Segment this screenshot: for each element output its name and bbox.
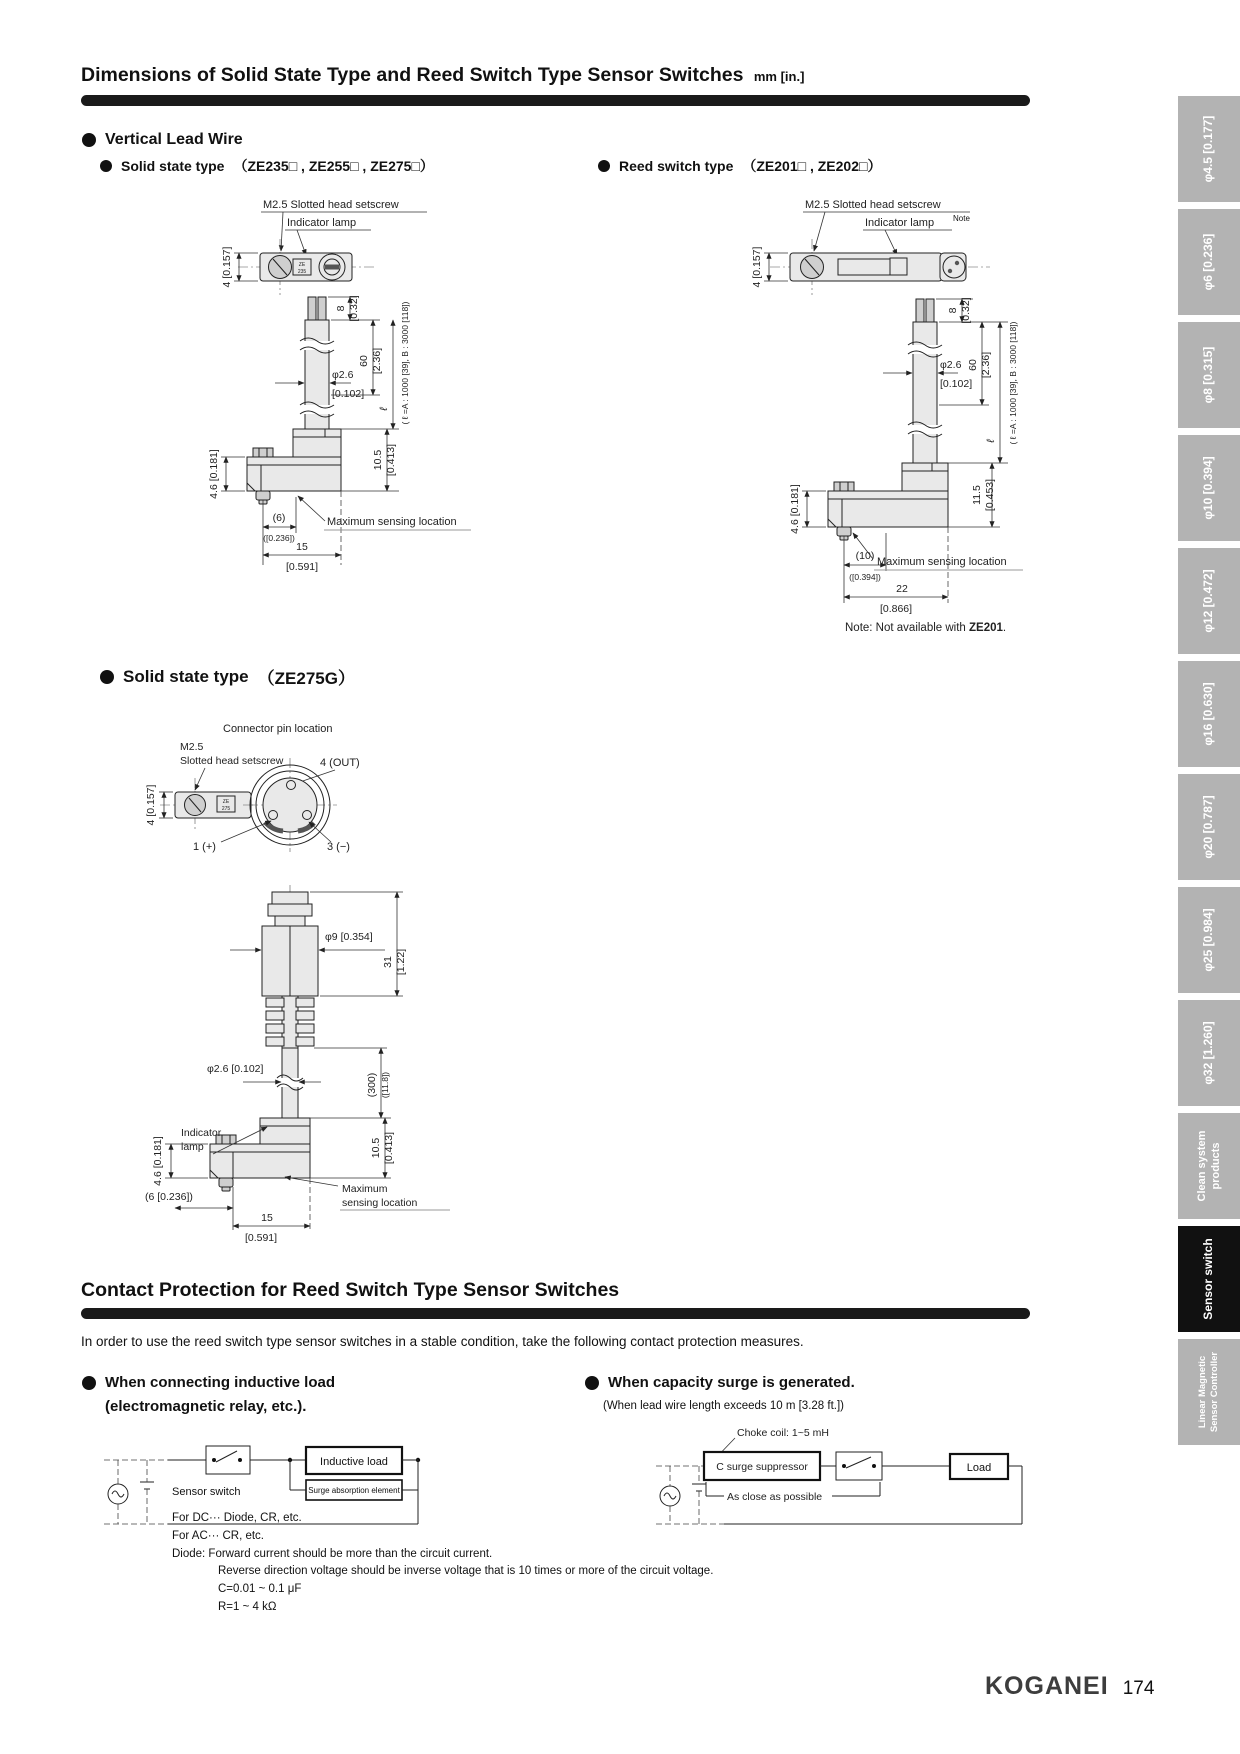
surge-heading-text: When capacity surge is generated. <box>608 1374 855 1391</box>
dim-base-height: 4.6 [0.181] <box>208 449 220 499</box>
dim-base-height: 4.6 [0.181] <box>152 1136 164 1186</box>
page-title <box>81 64 804 87</box>
choke-coil-label: Choke coil: 1~5 mH <box>737 1427 829 1439</box>
page-title-unit: mm [in.] <box>753 69 805 84</box>
dim-15-in: [0.591] <box>244 1232 278 1244</box>
dim-body-height-in: [0.413] <box>383 1131 395 1165</box>
note-line: R=1 ~ 4 kΩ <box>218 1601 277 1614</box>
dim-body-height-in: [0.413] <box>385 443 397 477</box>
pin-out-label: 4 (OUT) <box>320 757 360 769</box>
bullet-icon <box>585 1376 599 1390</box>
bullet-icon <box>100 160 112 172</box>
dim-height: 4 [0.157] <box>145 784 157 826</box>
as-close-label: As close as possible <box>727 1491 823 1503</box>
dim-height: 4 [0.157] <box>221 246 233 288</box>
page-number: 174 <box>1122 1678 1155 1699</box>
dim-wire-dia-in: [0.102] <box>332 388 365 400</box>
max-sensing-label: Maximum sensing location <box>327 516 457 528</box>
dim-strip-in: [0.32] <box>348 295 360 322</box>
indicator-note-superscript: Note <box>953 214 970 223</box>
subsection-solid-state <box>100 156 434 176</box>
sidebar-tab-clean-system[interactable] <box>1178 1113 1240 1219</box>
tab-label: φ20 [0.787] <box>1201 795 1216 859</box>
sensor-base <box>210 1144 310 1178</box>
dim-15-in: [0.591] <box>285 561 319 573</box>
indicator-lamp-label: Indicator lamp <box>865 217 935 229</box>
dim-length-symbol: ℓ <box>985 439 997 443</box>
dim-31-in: [1.22] <box>395 948 407 976</box>
subsection-heading: Solid state type <box>121 158 225 174</box>
title-rule <box>81 95 1030 106</box>
pin-minus-label: 3 (−) <box>327 841 350 853</box>
tab-label: products <box>1210 1142 1222 1190</box>
protection-notes <box>172 1510 892 1617</box>
section-heading: Vertical Lead Wire <box>105 131 243 148</box>
sensor-switch-label: Sensor switch <box>172 1486 241 1498</box>
body-marking: ZE <box>222 799 230 805</box>
reed-note <box>845 622 1006 634</box>
note-line: For AC··· CR, etc. <box>172 1529 265 1542</box>
dim-22-in: [0.866] <box>879 603 913 615</box>
dim-10: (10) <box>855 550 875 562</box>
page-footer <box>985 1672 1154 1701</box>
dim-6: (6 [0.236]) <box>145 1191 193 1203</box>
dim-strip: 8 <box>947 307 959 314</box>
dim-wire-dia: φ2.6 <box>332 369 354 381</box>
sidebar-tab-phi25[interactable] <box>1178 887 1240 993</box>
diagram-reed-switch-vertical <box>640 193 1040 628</box>
surge-element-label: Surge absorption element <box>308 1486 400 1495</box>
dim-300-in: ([11.8]) <box>380 1071 390 1099</box>
bullet-icon <box>82 133 96 147</box>
tab-label: φ8 [0.315] <box>1201 346 1216 404</box>
dim-60-in: [2.36] <box>980 351 992 379</box>
dim-wire-dia-in: [0.102] <box>940 378 973 390</box>
inductive-heading <box>82 1374 335 1391</box>
tab-label: Clean system <box>1195 1130 1208 1202</box>
diagram-solid-state-vertical <box>135 193 475 613</box>
sidebar-tab-phi4-5[interactable] <box>1178 96 1240 202</box>
bullet-icon <box>100 670 114 684</box>
dim-strip: 8 <box>335 305 347 312</box>
mounting-screw <box>834 482 854 491</box>
contact-intro: In order to use the reed switch type sensor switches in a stable condition, take the following contact protection measures. <box>81 1334 804 1349</box>
sidebar-tab-phi12[interactable] <box>1178 548 1240 654</box>
page-title-text: Dimensions of Solid State Type and Reed Switch Type Sensor Switches <box>81 64 744 86</box>
dim-300: (300) <box>366 1072 378 1098</box>
diagram-ze275g <box>135 700 455 1245</box>
sidebar-tabs <box>1178 96 1240 1445</box>
dim-60-in: [2.36] <box>371 347 383 375</box>
max-sensing-label: Maximum sensing location <box>877 556 1007 568</box>
sensor-body-side <box>260 1118 310 1144</box>
setscrew-label: M2.5 Slotted head setscrew <box>263 199 399 211</box>
model-list: （ZE275G） <box>257 669 355 688</box>
dim-wire-dia: φ2.6 <box>940 359 962 371</box>
setscrew-label-1: M2.5 <box>180 741 204 753</box>
note-line: C=0.01 ~ 0.1 μF <box>218 1583 302 1596</box>
note-line: For DC··· Diode, CR, etc. <box>172 1512 302 1524</box>
tab-label: φ32 [1.260] <box>1201 1021 1216 1085</box>
dim-15: 15 <box>261 1212 273 1224</box>
subsection-heading: Solid state type <box>123 666 249 686</box>
tab-label: φ12 [0.472] <box>1201 569 1216 633</box>
dim-60: 60 <box>358 355 370 367</box>
dim-height: 4 [0.157] <box>751 246 763 288</box>
note-model: ZE201 <box>969 622 1003 634</box>
tab-label: Sensor switch <box>1201 1238 1216 1320</box>
dim-22: 22 <box>896 583 908 595</box>
model-list: （ZE201□ , ZE202□） <box>742 158 882 174</box>
dim-10-in: ([0.394]) <box>849 572 881 582</box>
dim-6: (6) <box>272 512 286 524</box>
tab-label: φ10 [0.394] <box>1201 456 1216 520</box>
sensor-body-side <box>902 463 948 491</box>
dim-base-height: 4.6 [0.181] <box>789 484 801 534</box>
dim-15: 15 <box>296 541 308 553</box>
surge-heading <box>585 1374 855 1391</box>
indicator-lamp-label: Indicator lamp <box>287 217 357 229</box>
body-marking: ZE <box>298 262 306 268</box>
inductive-load-label: Inductive load <box>320 1456 388 1468</box>
sidebar-tab-phi16[interactable] <box>1178 661 1240 767</box>
dim-6-in: ([0.236]) <box>263 533 295 543</box>
tab-label: Linear Magnetic <box>1196 1355 1208 1429</box>
note-text: Note: Not available with <box>845 622 970 634</box>
sensor-base <box>828 491 948 527</box>
tab-label: φ25 [0.984] <box>1201 908 1216 972</box>
tab-label: Sensor Controller <box>1209 1351 1220 1433</box>
body-marking: 235 <box>297 269 307 275</box>
note-period: . <box>1002 622 1007 634</box>
tab-label: φ4.5 [0.177] <box>1201 115 1216 183</box>
dim-body-height-in: [0.453] <box>984 478 996 512</box>
contact-rule <box>81 1308 1030 1319</box>
connector-pin-label: Connector pin location <box>223 723 333 735</box>
sidebar-tab-phi10[interactable] <box>1178 435 1240 541</box>
sidebar-tab-phi6[interactable] <box>1178 209 1240 315</box>
section-vertical-lead-wire <box>82 131 243 149</box>
subsection-ze275g <box>100 664 355 689</box>
brand-logo: KOGANEI <box>985 1672 1109 1700</box>
sidebar-tab-sensor-switch[interactable] <box>1178 1226 1240 1332</box>
sidebar-tab-phi20[interactable] <box>1178 774 1240 880</box>
length-note: ( ℓ =A : 1000 [39], B : 3000 [118]) <box>1008 321 1018 445</box>
bullet-icon <box>82 1376 96 1390</box>
dim-phi9: φ9 [0.354] <box>325 931 373 943</box>
dim-strip-in: [0.32] <box>960 297 972 324</box>
sensor-body-side <box>293 429 341 457</box>
max-sensing-label-2: sensing location <box>342 1197 418 1209</box>
subsection-reed-switch <box>598 156 881 176</box>
model-list: （ZE235□ , ZE255□ , ZE275□） <box>233 158 434 174</box>
indicator-lamp-label-2: lamp <box>181 1141 204 1153</box>
setscrew-label: M2.5 Slotted head setscrew <box>805 199 941 211</box>
sidebar-tab-phi32[interactable] <box>1178 1000 1240 1106</box>
max-sensing-label-1: Maximum <box>342 1183 388 1195</box>
bullet-icon <box>598 160 610 172</box>
dim-60: 60 <box>967 359 979 371</box>
lead-wire <box>913 322 937 463</box>
tab-label: φ16 [0.630] <box>1201 682 1216 746</box>
contact-protection-heading: Contact Protection for Reed Switch Type Sensor Switches <box>81 1279 620 1301</box>
sidebar-tab-phi8[interactable] <box>1178 322 1240 428</box>
indicator-lamp-label-1: Indicator <box>181 1127 222 1139</box>
sidebar-tab-linear-magnetic[interactable] <box>1178 1339 1240 1445</box>
mounting-screw <box>253 448 273 457</box>
pin-plus-label: 1 (+) <box>193 841 216 853</box>
load-label: Load <box>966 1462 992 1474</box>
setscrew-label-2: Slotted head setscrew <box>180 755 284 767</box>
dim-body-height: 10.5 <box>370 1137 382 1159</box>
dim-31: 31 <box>382 956 394 968</box>
inductive-heading-line1: When connecting inductive load <box>105 1374 336 1391</box>
subsection-heading: Reed switch type <box>619 158 734 174</box>
surge-condition: (When lead wire length exceeds 10 m [3.28 ft.]) <box>603 1400 844 1412</box>
dim-wire-dia: φ2.6 [0.102] <box>207 1063 264 1075</box>
dim-body-height: 10.5 <box>372 449 384 471</box>
surge-suppressor-label: C surge suppressor <box>716 1461 808 1473</box>
dim-length-symbol: ℓ <box>378 407 390 411</box>
length-note: ( ℓ =A : 1000 [39], B : 3000 [118]) <box>400 301 410 425</box>
dim-body-height: 11.5 <box>971 485 983 505</box>
note-line: Diode: Forward current should be more than the circuit current. <box>172 1547 493 1560</box>
inductive-heading-line2: (electromagnetic relay, etc.). <box>105 1398 307 1415</box>
tab-label: φ6 [0.236] <box>1201 233 1216 291</box>
note-line: Reverse direction voltage should be inverse voltage that is 10 times or more of the circuit voltage. <box>218 1565 714 1578</box>
body-marking: 275 <box>221 806 231 812</box>
